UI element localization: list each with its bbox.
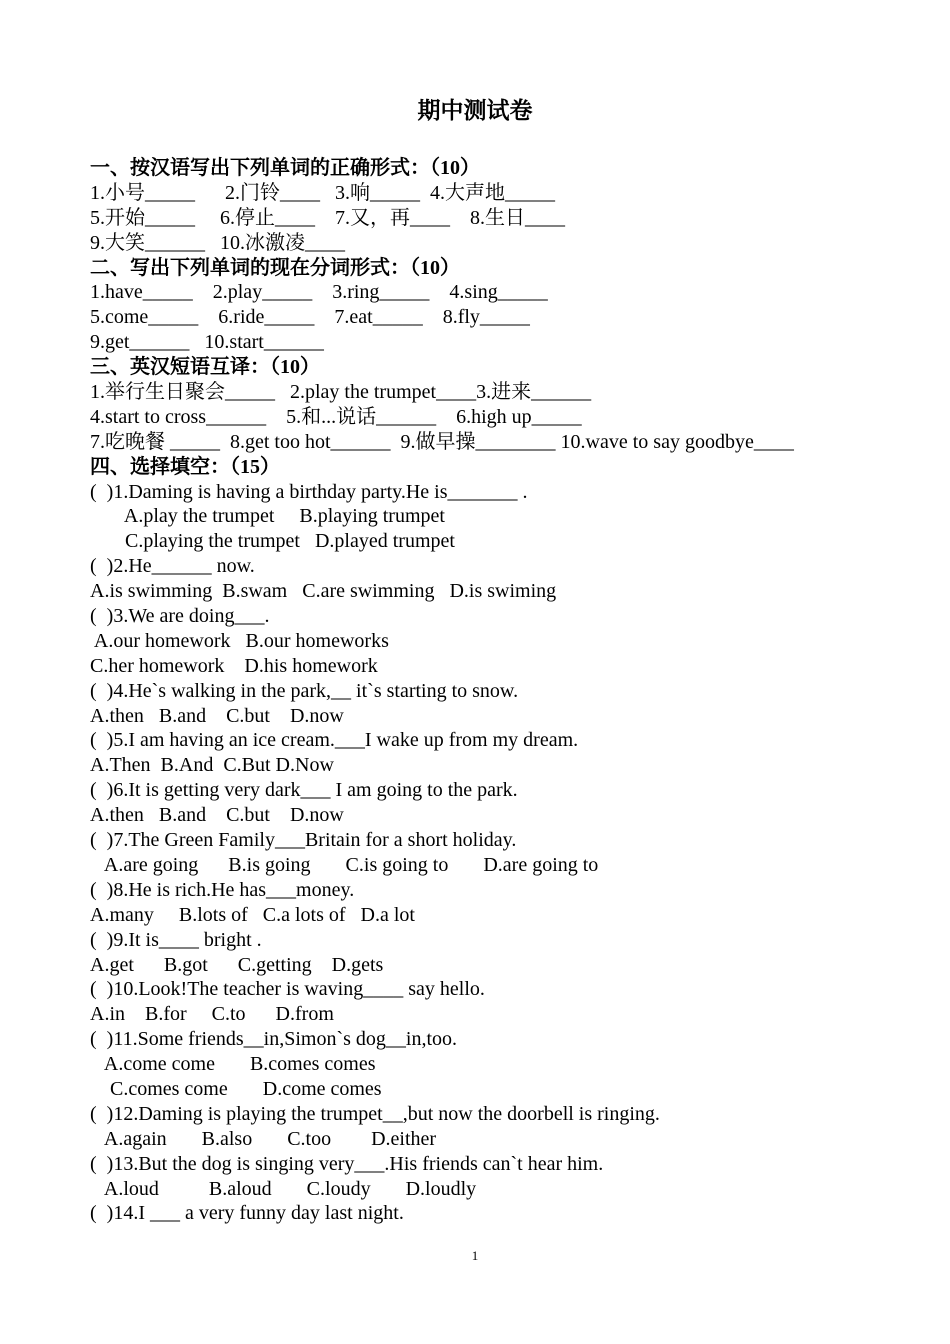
text-line: A.loud B.aloud C.loudy D.loudly [90,1177,477,1200]
text-line: C.her homework D.his homework [90,654,378,677]
text-line: ( )13.But the dog is singing very___.His friends can`t hear him. [90,1152,604,1175]
text-line: 1.have_____ 2.play_____ 3.ring_____ 4.sing_____ [90,281,548,304]
text-line: 9.get______ 10.start______ [90,331,324,354]
text-line: A.come come B.comes comes [90,1053,376,1076]
text-line: ( )14.I ___ a very funny day last night. [90,1202,404,1225]
text-line: ( )9.It is____ bright . [90,928,262,951]
section-heading: 四、选择填空：（15） [90,455,280,478]
text-line: A.are going B.is going C.is going to D.are going to [90,853,599,876]
text-line: ( )5.I am having an ice cream.___I wake up from my dream. [90,729,579,752]
text-line: A.then B.and C.but D.now [90,804,344,827]
text-line: 5.come_____ 6.ride_____ 7.eat_____ 8.fly_____ [90,306,530,329]
text-line: 1.小号_____ 2.门铃____ 3.响_____ 4.大声地_____ [90,181,555,204]
page-title: 期中测试卷 [417,98,533,123]
text-line: 9.大笑______ 10.冰激凌____ [90,231,345,254]
text-line: ( )8.He is rich.He has___money. [90,878,355,901]
text-line: A.our homework B.our homeworks [90,629,389,652]
text-line: ( )3.We are doing___. [90,605,270,628]
text-line: A.get B.got C.getting D.gets [90,953,384,976]
text-line: 7.吃晚餐 _____ 8.get too hot______ 9.做早操________ 10.wave to say goodbye____ [90,430,794,453]
exam-content [90,156,890,1226]
text-line: ( )2.He______ now. [90,555,255,578]
text-line: C.comes come D.come comes [90,1077,382,1100]
text-line: A.is swimming B.swam C.are swimming D.is swiming [90,580,557,603]
text-line: ( )11.Some friends__in,Simon`s dog__in,too. [90,1028,458,1051]
text-line: ( )6.It is getting very dark___ I am going to the park. [90,779,518,802]
text-line: ( )7.The Green Family___Britain for a short holiday. [90,829,517,852]
text-line: 1.举行生日聚会_____ 2.play the trumpet____3.进来______ [90,381,592,404]
text-line: A.again B.also C.too D.either [90,1127,437,1150]
text-line: A.play the trumpet B.playing trumpet [90,505,445,528]
page-number: 1 [471,1248,479,1263]
section-heading: 三、英汉短语互译：（10） [90,356,320,379]
text-line: ( )4.He`s walking in the park,__ it`s starting to snow. [90,679,519,702]
text-line: C.playing the trumpet D.played trumpet [90,530,455,553]
text-line: A.then B.and C.but D.now [90,704,344,727]
text-line: ( )10.Look!The teacher is waving____ say hello. [90,978,485,1001]
text-line: 4.start to cross______ 5.和...说话______ 6.high up_____ [90,405,582,428]
text-line: A.many B.lots of C.a lots of D.a lot [90,903,415,926]
text-line: ( )12.Daming is playing the trumpet__,but now the doorbell is ringing. [90,1102,660,1125]
text-line: ( )1.Daming is having a birthday party.He is_______ . [90,480,528,503]
section-heading: 二、写出下列单词的现在分词形式：（10） [90,256,460,279]
text-line: A.in B.for C.to D.from [90,1003,334,1026]
text-line: A.Then B.And C.But D.Now [90,754,334,777]
text-line: 5.开始_____ 6.停止____ 7.又，再____ 8.生日____ [90,206,565,229]
section-heading: 一、按汉语写出下列单词的正确形式：（10） [90,157,480,179]
